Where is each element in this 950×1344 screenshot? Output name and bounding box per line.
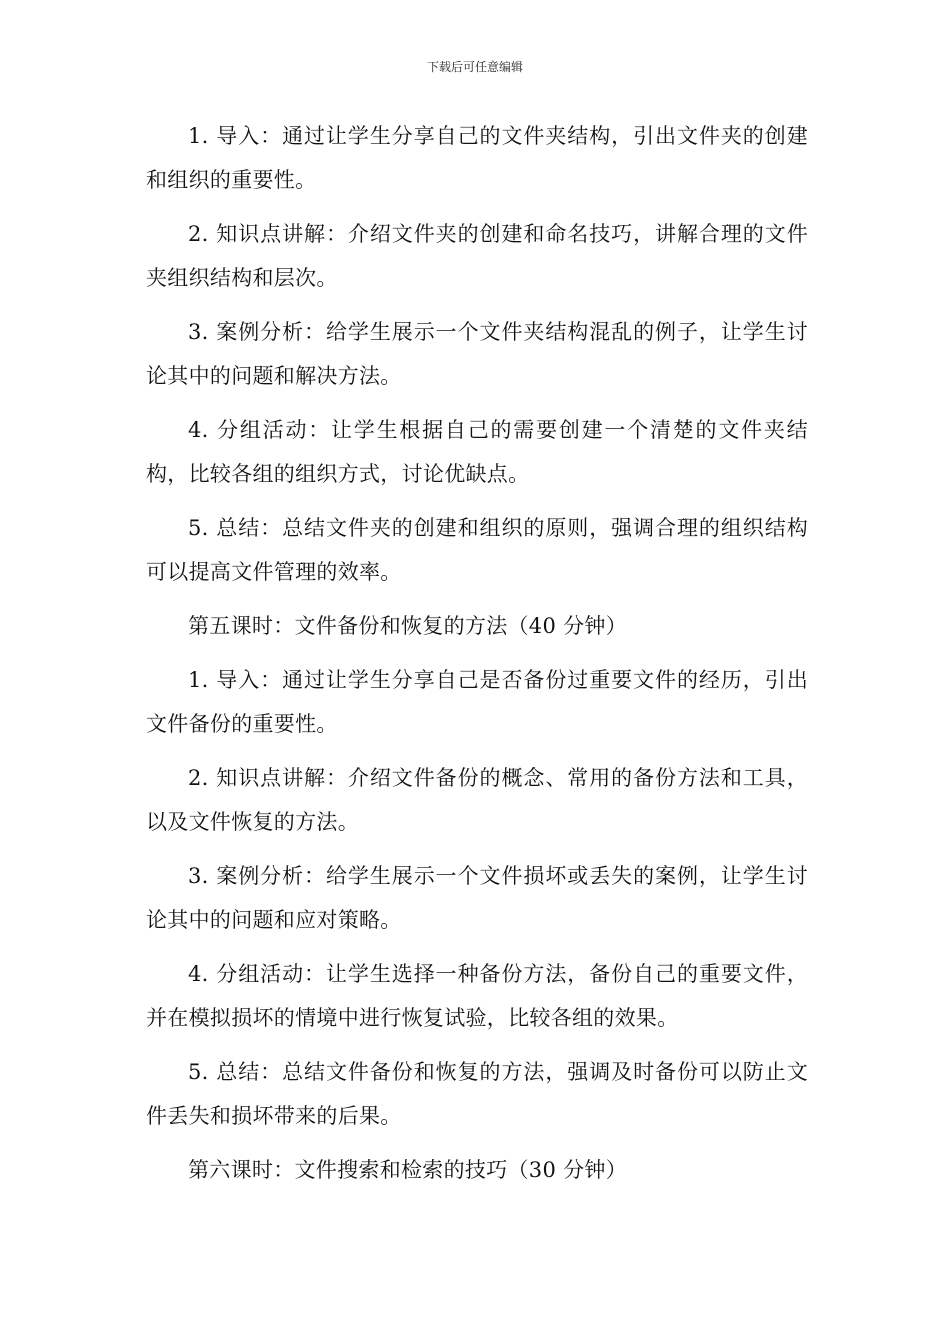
paragraph-backup-intro: 1. 导入：通过让学生分享自己是否备份过重要文件的经历，引出文件备份的重要性。 bbox=[146, 668, 808, 736]
page-header: 下载后可任意编辑 bbox=[426, 60, 523, 74]
paragraph-folder-case: 3. 案例分析：给学生展示一个文件夹结构混乱的例子，让学生讨论其中的问题和解决方法。 bbox=[146, 320, 808, 388]
paragraph-backup-knowledge: 2. 知识点讲解：介绍文件备份的概念、常用的备份方法和工具，以及文件恢复的方法。 bbox=[146, 766, 808, 834]
paragraph-folder-knowledge: 2. 知识点讲解：介绍文件夹的创建和命名技巧，讲解合理的文件夹组织结构和层次。 bbox=[146, 222, 808, 290]
paragraph-folder-intro: 1. 导入：通过让学生分享自己的文件夹结构，引出文件夹的创建和组织的重要性。 bbox=[146, 124, 808, 192]
paragraph-folder-summary: 5. 总结：总结文件夹的创建和组织的原则，强调合理的组织结构可以提高文件管理的效率。 bbox=[146, 516, 808, 584]
section-heading-lesson-6: 第六课时：文件搜索和检索的技巧（30 分钟） bbox=[188, 1158, 627, 1182]
paragraph-backup-activity: 4. 分组活动：让学生选择一种备份方法，备份自己的重要文件，并在模拟损坏的情境中进行恢复试验，比较各组的效果。 bbox=[146, 962, 808, 1030]
document-body bbox=[146, 114, 808, 1202]
section-heading-lesson-5: 第五课时：文件备份和恢复的方法（40 分钟） bbox=[188, 614, 627, 638]
paragraph-backup-summary: 5. 总结：总结文件备份和恢复的方法，强调及时备份可以防止文件丢失和损坏带来的后果。 bbox=[146, 1060, 808, 1128]
paragraph-folder-activity: 4. 分组活动：让学生根据自己的需要创建一个清楚的文件夹结构，比较各组的组织方式，讨论优缺点。 bbox=[146, 418, 808, 486]
paragraph-backup-case: 3. 案例分析：给学生展示一个文件损坏或丢失的案例，让学生讨论其中的问题和应对策略。 bbox=[146, 864, 808, 932]
